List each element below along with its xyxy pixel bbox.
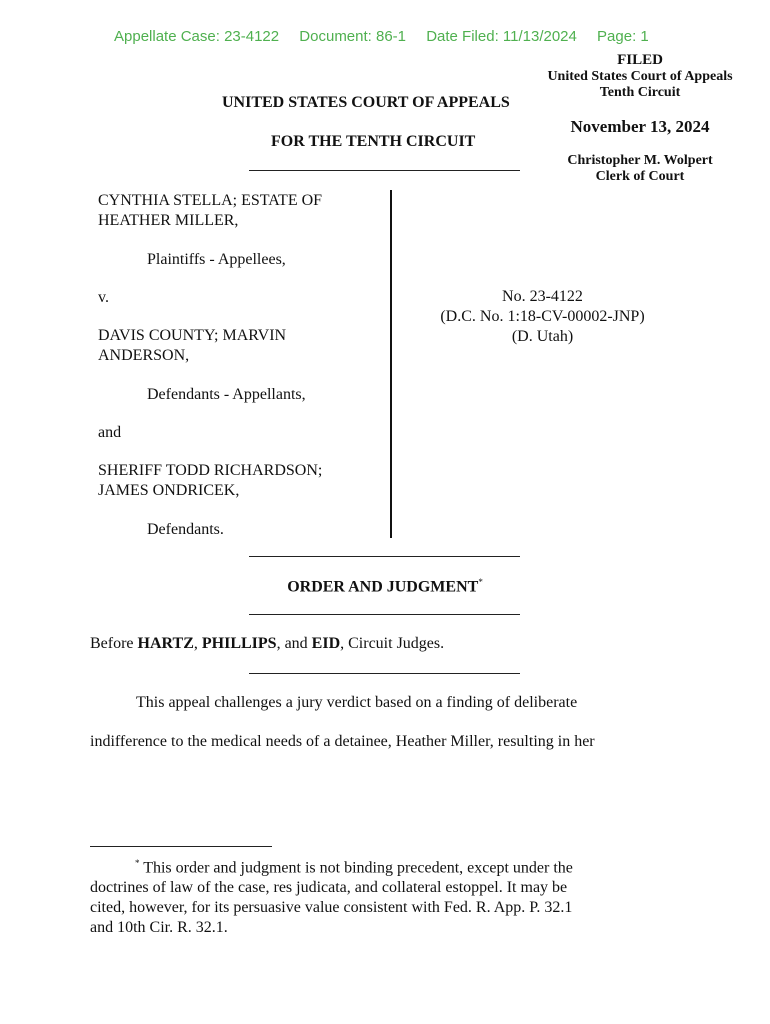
body-line-2: indifference to the medical needs of a detainee, Heather Miller, resulting in her bbox=[90, 733, 595, 750]
footnote: * This order and judgment is not binding precedent, except under the doctrines of law of the case, res judicata, and collateral estoppel. It may be cited, however, for its persuasive value consistent with Fed. R. App. P. 32.1 and 10th Cir. R. 32.1. bbox=[90, 858, 573, 937]
footnote-rule bbox=[90, 846, 272, 847]
divider-body bbox=[249, 673, 520, 674]
versus: v. bbox=[98, 289, 109, 306]
plaintiffs-role: Plaintiffs - Appellees, bbox=[147, 251, 286, 268]
clerk-name: Christopher M. Wolpert bbox=[567, 153, 713, 168]
court-title: UNITED STATES COURT OF APPEALS bbox=[222, 94, 510, 111]
and-connector: and bbox=[98, 424, 122, 441]
other-defendants-names: SHERIFF TODD RICHARDSON; JAMES ONDRICEK, bbox=[98, 462, 323, 499]
panel-line: Before HARTZ, PHILLIPS, and EID, Circuit Judges. bbox=[90, 635, 445, 652]
header-case: Appellate Case: 23-4122 bbox=[114, 28, 280, 45]
district-court: (D. Utah) bbox=[511, 328, 574, 345]
filed-label: FILED bbox=[617, 52, 663, 68]
footnote-symbol: * bbox=[135, 858, 140, 868]
defendants-role: Defendants - Appellants, bbox=[147, 386, 306, 403]
defendants-names: DAVIS COUNTY; MARVIN ANDERSON, bbox=[98, 327, 287, 364]
footnote-marker: * bbox=[478, 577, 483, 587]
other-defendants-role: Defendants. bbox=[147, 521, 224, 538]
judge-hartz: HARTZ bbox=[137, 635, 194, 652]
divider-order-bottom bbox=[249, 614, 520, 615]
judge-eid: EID bbox=[311, 635, 341, 652]
filed-stamp bbox=[520, 52, 760, 185]
order-title: ORDER AND JUDGMENT* bbox=[287, 577, 483, 596]
header-document: Document: 86-1 bbox=[299, 28, 407, 45]
body-line-1: This appeal challenges a jury verdict based on a finding of deliberate bbox=[136, 694, 578, 711]
case-number-block bbox=[420, 287, 665, 347]
plaintiffs-names: CYNTHIA STELLA; ESTATE OF HEATHER MILLER, bbox=[98, 192, 323, 229]
clerk-title: Clerk of Court bbox=[595, 169, 685, 184]
district-case-number: (D.C. No. 1:18-CV-00002-JNP) bbox=[440, 308, 645, 325]
header-date-filed: Date Filed: 11/13/2024 bbox=[426, 28, 577, 45]
case-number: No. 23-4122 bbox=[502, 288, 583, 305]
caption-divider bbox=[390, 190, 392, 538]
filed-circuit: Tenth Circuit bbox=[599, 85, 681, 100]
divider-top bbox=[249, 170, 520, 171]
header-page: Page: 1 bbox=[597, 28, 649, 45]
divider-order-top bbox=[249, 556, 520, 557]
filed-date: November 13, 2024 bbox=[570, 117, 710, 136]
filed-court: United States Court of Appeals bbox=[547, 69, 733, 84]
filing-header bbox=[114, 28, 665, 45]
court-subtitle: FOR THE TENTH CIRCUIT bbox=[271, 133, 476, 150]
judge-phillips: PHILLIPS bbox=[201, 635, 277, 652]
